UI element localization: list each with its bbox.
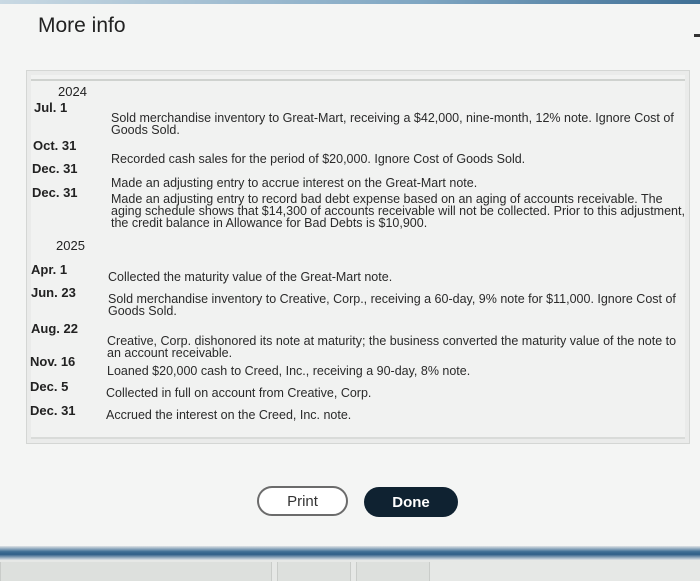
transaction-date: Dec. 31 xyxy=(32,161,78,176)
print-button[interactable]: Print xyxy=(257,486,348,516)
transaction-description: Accrued the interest on the Creed, Inc. note. xyxy=(106,408,352,422)
top-accent-bar xyxy=(0,0,700,4)
transaction-description: Sold merchandise inventory to Great-Mart, receiving a $42,000, nine-month, 12% note. Ignore Cost of Goods Sold. xyxy=(111,111,674,137)
footer-cell xyxy=(356,562,430,581)
transaction-description: Sold merchandise inventory to Creative, Corp., receiving a 60-day, 9% note for $11,000. Ignore Cost of Goods Sold. xyxy=(108,292,676,318)
transaction-date: Apr. 1 xyxy=(31,262,68,277)
transaction-date: Jul. 1 xyxy=(34,100,68,115)
transaction-description: Creative, Corp. dishonored its note at maturity; the business converted the maturity value of the note to an account receivable. xyxy=(107,334,677,360)
transaction-date: Dec. 31 xyxy=(30,403,76,418)
transaction-date: Dec. 5 xyxy=(30,379,69,394)
table-header-line xyxy=(31,79,685,81)
dialog-title: More info xyxy=(38,14,126,37)
transaction-description: Made an adjusting entry to accrue interest on the Great-Mart note. xyxy=(111,176,478,190)
transaction-description: Recorded cash sales for the period of $20,000. Ignore Cost of Goods Sold. xyxy=(111,152,526,166)
year-heading-2024: 2024 xyxy=(58,84,87,99)
transaction-description: Collected in full on account from Creative, Corp. xyxy=(106,386,372,400)
footer-cell xyxy=(277,562,351,581)
footer-accent-bar xyxy=(0,546,700,560)
table-bottom-line xyxy=(31,437,685,439)
transaction-date: Jun. 23 xyxy=(31,285,76,300)
done-button[interactable]: Done xyxy=(364,487,458,517)
transaction-date: Oct. 31 xyxy=(33,138,77,153)
transaction-description: Made an adjusting entry to record bad debt expense based on an aging of accounts receivable. The aging schedule shows that $14,300 of accounts receivable will not be collected. Prior to this adjustment, the credit balance in Allowance for Bad Debts is $10,900. xyxy=(111,192,685,230)
transaction-date: Dec. 31 xyxy=(32,185,78,200)
year-heading-2025: 2025 xyxy=(56,238,85,253)
transaction-date: Nov. 16 xyxy=(30,354,76,369)
transaction-date: Aug. 22 xyxy=(31,321,78,336)
edge-marker xyxy=(694,34,700,37)
transaction-description: Loaned $20,000 cash to Creed, Inc., receiving a 90-day, 8% note. xyxy=(107,364,471,378)
transaction-description: Collected the maturity value of the Great-Mart note. xyxy=(108,270,393,284)
footer-cell xyxy=(0,562,272,581)
